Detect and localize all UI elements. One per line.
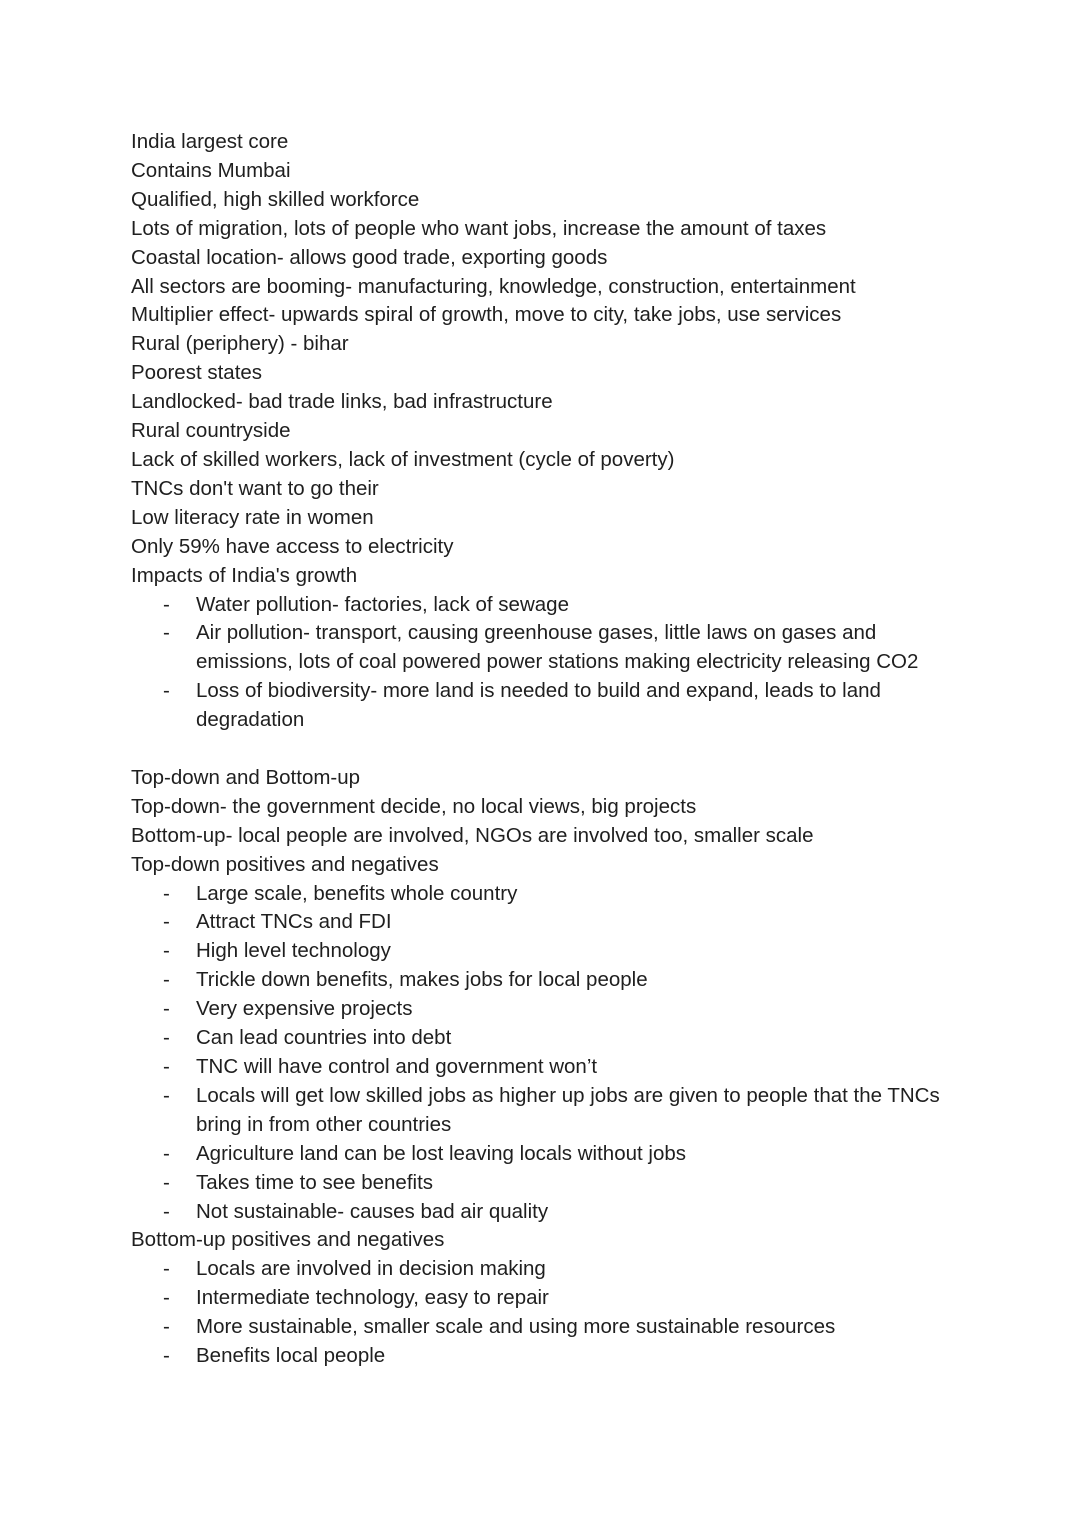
text-line: TNCs don't want to go their <box>131 476 379 500</box>
text-line: India largest core <box>131 130 289 153</box>
text-line: Rural countryside <box>131 419 291 443</box>
list-item: - Air pollution- transport, causing greenhouse gases, little laws on gases and emissions, lots of coal powered power stations making electricity releasing CO2 <box>163 621 919 674</box>
dash-bullet: - <box>163 1315 170 1339</box>
text-line: All sectors are booming- manufacturing, knowledge, construction, entertainment <box>131 274 856 298</box>
list-item: - Agriculture land can be lost leaving locals without jobs <box>131 1140 951 1169</box>
topdown-list <box>131 880 951 1227</box>
list-item: - Not sustainable- causes bad air quality <box>131 1198 951 1227</box>
text-line: Poorest states <box>131 361 263 385</box>
bottomup-list <box>131 1255 951 1371</box>
blank-line <box>131 735 951 764</box>
list-item: - Benefits local people <box>131 1342 951 1371</box>
list-item: - More sustainable, smaller scale and using more sustainable resources <box>131 1313 951 1342</box>
list-item: - Intermediate technology, easy to repair <box>131 1284 951 1313</box>
text-line: Bottom-up- local people are involved, NGOs are involved too, smaller scale <box>131 823 814 847</box>
list-item: - Takes time to see benefits <box>131 1169 951 1198</box>
list-item: - Water pollution- factories, lack of sewage <box>131 591 951 620</box>
dash-bullet: - <box>163 1286 170 1310</box>
impacts-list <box>131 591 951 736</box>
section-heading: Top-down and Bottom-up <box>131 765 361 789</box>
dash-bullet: - <box>163 910 170 934</box>
list-item: - Very expensive projects <box>131 995 951 1024</box>
text-line: Low literacy rate in women <box>131 505 374 529</box>
dash-bullet: - <box>163 592 170 616</box>
list-item: - Loss of biodiversity- more land is needed to build and expand, leads to land degradation <box>163 679 881 732</box>
section-india-core-periphery <box>131 128 951 735</box>
dash-bullet: - <box>163 1141 170 1165</box>
section-top-down-bottom-up <box>131 764 951 1371</box>
dash-bullet: - <box>163 1170 170 1194</box>
text-line: Only 59% have access to electricity <box>131 534 454 558</box>
impacts-heading: Impacts of India's growth <box>131 563 358 587</box>
dash-bullet: - <box>163 968 170 992</box>
text-line: Top-down- the government decide, no local views, big projects <box>131 794 697 818</box>
text-line: Landlocked- bad trade links, bad infrastructure <box>131 390 553 414</box>
dash-bullet: - <box>163 1344 170 1368</box>
dash-bullet: - <box>163 1026 170 1050</box>
list-item: - Locals will get low skilled jobs as higher up jobs are given to people that the TNCs bring in from other countries <box>163 1083 940 1136</box>
text-line: Multiplier effect- upwards spiral of growth, move to city, take jobs, use services <box>131 303 842 327</box>
dash-bullet: - <box>163 881 170 905</box>
dash-bullet: - <box>163 997 170 1021</box>
list-item: - Attract TNCs and FDI <box>131 908 951 937</box>
list-item: - TNC will have control and government won’t <box>131 1053 951 1082</box>
text-line: Coastal location- allows good trade, exporting goods <box>131 245 608 269</box>
text-line: Lots of migration, lots of people who want jobs, increase the amount of taxes <box>131 216 827 240</box>
document-page <box>131 128 951 1371</box>
bottomup-heading: Bottom-up positives and negatives <box>131 1228 445 1252</box>
text-line: Qualified, high skilled workforce <box>131 187 420 211</box>
list-item: - High level technology <box>131 937 951 966</box>
topdown-heading: Top-down positives and negatives <box>131 852 439 876</box>
dash-bullet: - <box>163 939 170 963</box>
dash-bullet: - <box>163 1257 170 1281</box>
list-item: - Can lead countries into debt <box>131 1024 951 1053</box>
list-item: - Trickle down benefits, makes jobs for local people <box>131 966 951 995</box>
dash-bullet: - <box>163 679 170 703</box>
dash-bullet: - <box>163 1083 170 1107</box>
text-line: Rural (periphery) - bihar <box>131 332 349 356</box>
list-item: - Large scale, benefits whole country <box>131 880 951 909</box>
dash-bullet: - <box>163 1054 170 1078</box>
text-line: Lack of skilled workers, lack of investment (cycle of poverty) <box>131 447 675 471</box>
text-line: Contains Mumbai <box>131 158 291 182</box>
list-item: - Locals are involved in decision making <box>131 1255 951 1284</box>
dash-bullet: - <box>163 1199 170 1223</box>
dash-bullet: - <box>163 621 170 645</box>
